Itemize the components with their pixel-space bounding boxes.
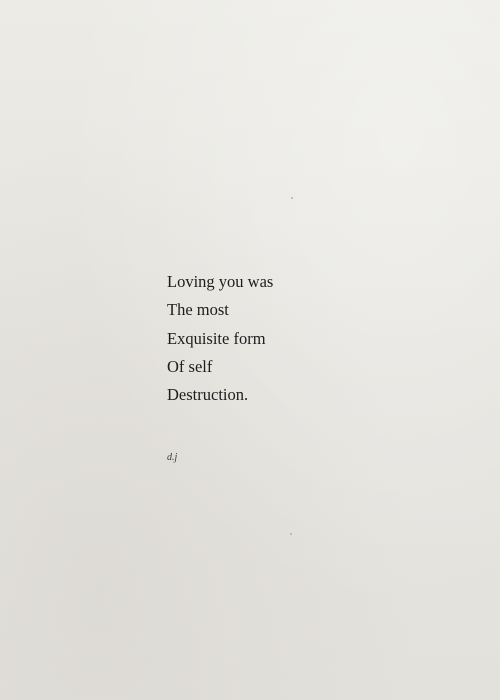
poem-line-4: Of self [167,356,213,376]
author-signature: d.j [167,452,178,463]
poem-line-1: Loving you was [167,272,274,291]
poem-line-3: Exquisite form [167,328,266,348]
poem-line-5: Destruction. [167,385,249,405]
paper-speck [290,533,292,535]
paper-speck [291,197,293,199]
poem [167,268,273,409]
poem-line-2: The most [167,300,229,320]
